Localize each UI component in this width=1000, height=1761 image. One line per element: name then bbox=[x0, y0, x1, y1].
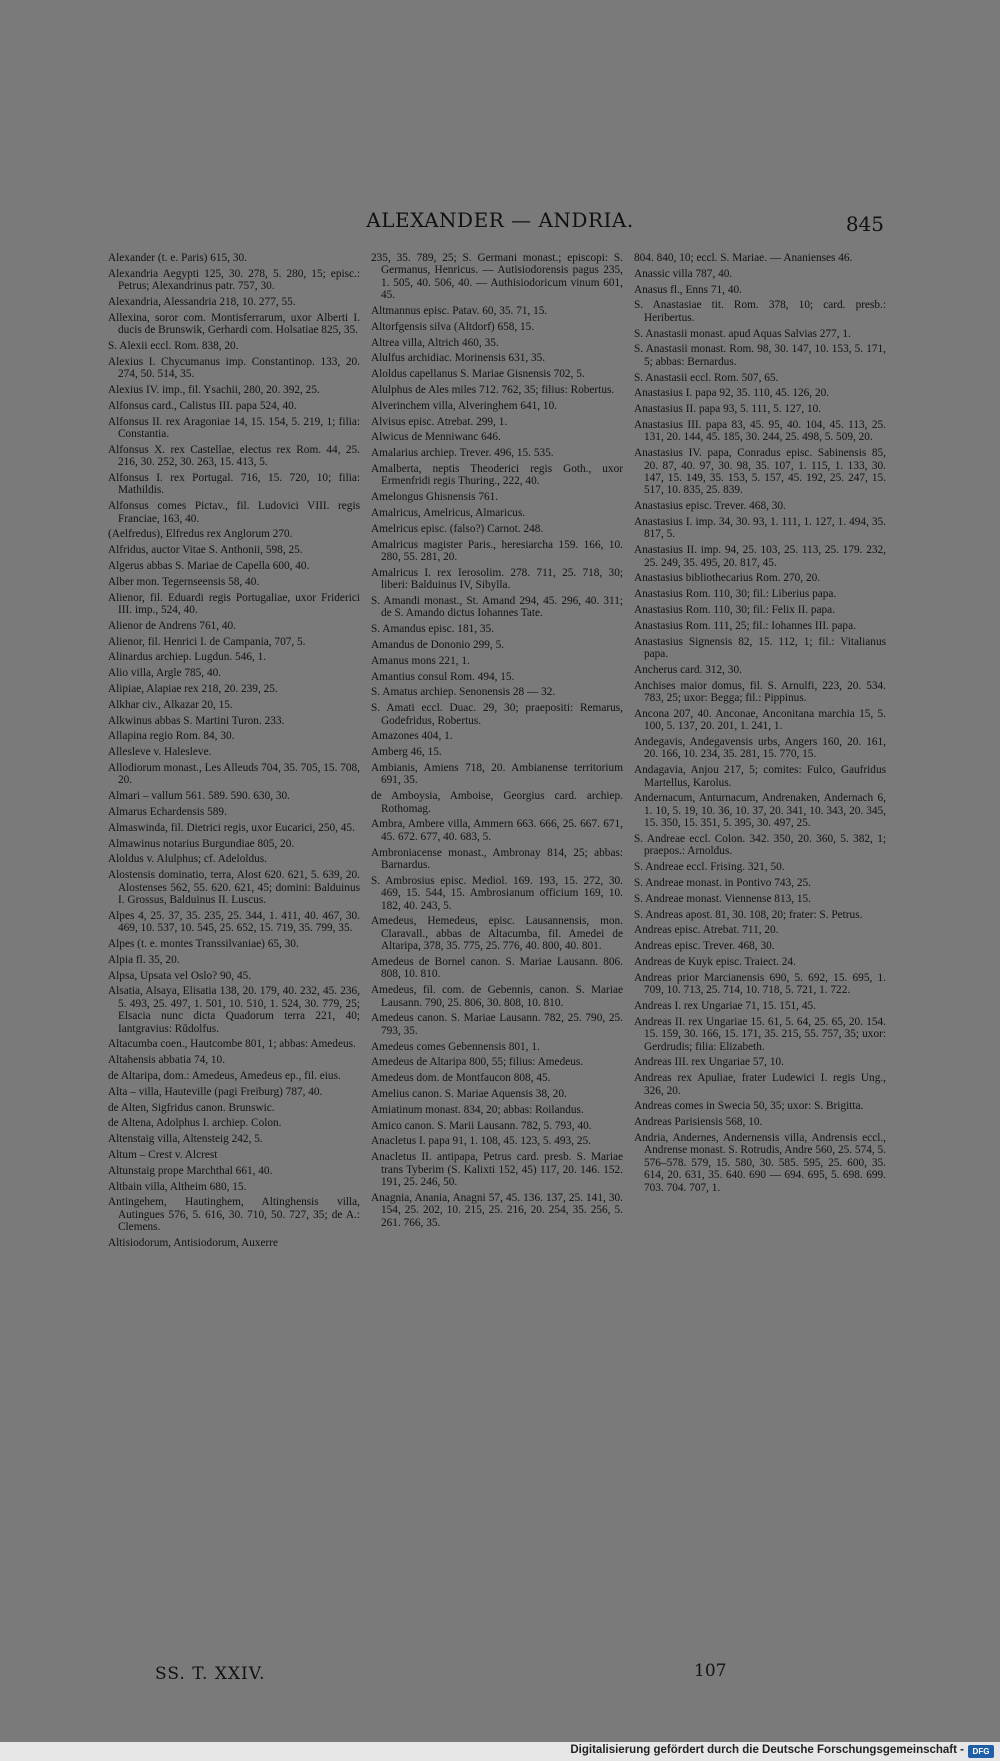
index-entry: Allodiorum monast., Les Alleuds 704, 35. 705, 15. 708, 20. bbox=[108, 761, 360, 787]
index-entry: Alkhar civ., Alkazar 20, 15. bbox=[108, 698, 233, 711]
index-entry: Alfonsus II. rex Aragoniae 14, 15. 154, 5. 219, 1; filia: Constantia. bbox=[108, 415, 360, 440]
index-entry: Alpes 4, 25. 37, 35. 235, 25. 344, 1. 411, 40. 467, 30. 469, 10. 537, 10. 545, 25. 652, 15. 719, 35. 799, 35. bbox=[108, 909, 360, 935]
index-entry: S. Andreae eccl. Colon. 342. 350, 20. 360, 5. 382, 1; praepos.: Arnoldus. bbox=[634, 833, 886, 858]
index-entry: de Altaripa, dom.: Amedeus, Amedeus ep., fil. eius. bbox=[108, 1069, 341, 1082]
index-entry: de Alten, Sigfridus canon. Brunswic. bbox=[108, 1101, 275, 1114]
dfg-logo: DFG bbox=[968, 1745, 994, 1758]
index-entry: Allexina, soror com. Montisferrarum, uxor Alberti I. ducis de Brunswik, Gerhardi com. Holsatiae 825, 35. bbox=[108, 311, 360, 337]
index-entry: Anchises maior domus, fil. S. Arnulfi, 223, 20. 534. 783, 25; uxor: Begga; fil.: Pippinus. bbox=[634, 679, 886, 704]
index-entry: Alvisus episc. Atrebat. 299, 1. bbox=[371, 415, 508, 428]
index-entry: Anastasius Rom. 110, 30; fil.: Liberius papa. bbox=[634, 588, 837, 601]
index-entry: Andreas Parisiensis 568, 10. bbox=[634, 1116, 763, 1129]
index-entry: 235, 35. 789, 25; S. Germani monast.; episcopi: S. Germanus, Henricus. — Autisiodorensis pagus 235, 1. 505, 40. 506, 40. — Authisiodoricum vinum 601, 45. bbox=[371, 252, 623, 302]
index-entry: Algerus abbas S. Mariae de Capella 600, 40. bbox=[108, 560, 310, 572]
index-entry: Amandus de Dononio 299, 5. bbox=[371, 638, 505, 651]
index-entry: Alsatia, Alsaya, Elisatia 138, 20. 179, 40. 232, 45. 236, 5. 493, 25. 497, 1. 501, 10. 510, 1. 524, 30. 779, 25; Elsacia nunc dicta Quadorum terra 221, 40; Iantgravius: Rŭdolfus. bbox=[108, 985, 360, 1035]
index-entry: S. Amandi monast., St. Amand 294, 45. 296, 40. 311; de S. Amando dictus Iohannes Tate. bbox=[371, 594, 623, 620]
index-entry: Allesleve v. Halesleve. bbox=[108, 746, 212, 759]
index-entry: Aloldus v. Alulphus; cf. Adeloldus. bbox=[108, 853, 267, 866]
sheet-number: 107 bbox=[694, 1661, 727, 1681]
index-entry: Alverinchem villa, Alveringhem 641, 10. bbox=[371, 399, 558, 412]
index-entry: Amelricus episc. (falso?) Carnot. 248. bbox=[371, 522, 544, 535]
running-head: ALEXANDER — ANDRIA. bbox=[366, 208, 634, 232]
index-entry: Altahensis abbatia 74, 10. bbox=[108, 1054, 226, 1067]
index-entry: S. Anastasiae tit. Rom. 378, 10; card. presb.: Heribertus. bbox=[634, 299, 886, 324]
index-entry: Alfonsus card., Calistus III. papa 524, 40. bbox=[108, 399, 297, 412]
digitization-credit-bar bbox=[0, 1742, 1000, 1761]
index-entry: S. Andreae monast. Viennense 813, 15. bbox=[634, 892, 812, 905]
index-entry: Amedeus dom. de Montfaucon 808, 45. bbox=[371, 1072, 551, 1085]
index-entry: Altacumba coen., Hautcombe 801, 1; abbas: Amedeus. bbox=[108, 1038, 356, 1051]
index-entry: Andreas de Kuyk episc. Traiect. 24. bbox=[634, 956, 796, 968]
index-entry: Ancona 207, 40. Anconae, Anconitana marchia 15, 5. 100, 5. 137, 20. 201, 1. 241, 1. bbox=[634, 707, 886, 733]
index-entry: Alinardus archiep. Lugdun. 546, 1. bbox=[108, 651, 267, 664]
index-entry: Ancherus card. 312, 30. bbox=[634, 663, 742, 676]
index-entry: Altisiodorum, Antisiodorum, Auxerre bbox=[108, 1236, 279, 1249]
page-number: 845 bbox=[845, 212, 884, 236]
index-entry: Alienor de Andrens 761, 40. bbox=[108, 619, 237, 632]
index-entry: Almarus Echardensis 589. bbox=[108, 805, 227, 818]
index-entry: Anastasius III. papa 83, 45. 95, 40. 104, 45. 113, 25. 131, 20. 144, 45. 185, 30. 244, 25. 498, 5. 509, 20. bbox=[634, 418, 886, 444]
index-entry: Anacletus II. antipapa, Petrus card. presb. S. Mariae trans Tyberim (S. Kalixti 152, 45) 117, 20. 146. 152. 191, 25. 246, 50. bbox=[371, 1151, 623, 1188]
index-entry: Altum – Crest v. Alcrest bbox=[108, 1148, 218, 1161]
index-column-2 bbox=[371, 252, 623, 1232]
index-entry: Amalricus I. rex Ierosolim. 278. 711, 25. 718, 30; liberi: Balduinus IV, Sibylla. bbox=[371, 566, 623, 592]
index-entry: Antingehem, Hautinghem, Altinghensis villa, Autingues 576, 5. 616, 30. 710, 50. 727, 35; de A.: Clemens. bbox=[108, 1196, 360, 1234]
index-entry: Alulfus archidiac. Morinensis 631, 35. bbox=[371, 352, 546, 365]
index-entry: Amedeus, fil. com. de Gebennis, canon. S. Mariae Lausann. 790, 25. 806, 30. 808, 10. 810. bbox=[371, 984, 623, 1009]
index-entry: Alta – villa, Hauteville (pagi Freiburg) 787, 40. bbox=[108, 1085, 323, 1098]
index-entry: Amantius consul Rom. 494, 15. bbox=[371, 670, 515, 683]
index-entry: Alwicus de Menniwanc 646. bbox=[371, 431, 501, 444]
index-entry: Almari – vallum 561. 589. 590. 630, 30. bbox=[108, 790, 290, 803]
index-entry: Alio villa, Argle 785, 40. bbox=[108, 667, 222, 680]
index-entry: Amedeus de Altaripa 800, 55; filius: Amedeus. bbox=[371, 1056, 584, 1069]
index-entry: Alienor, fil. Henrici I. de Campania, 707, 5. bbox=[108, 635, 306, 648]
index-column-3 bbox=[634, 252, 886, 1197]
index-entry: Amedeus de Bornel canon. S. Mariae Lausann. 806. 808, 10. 810. bbox=[371, 956, 623, 981]
index-entry: Anastasius II. papa 93, 5. 111, 5. 127, 10. bbox=[634, 403, 822, 416]
index-entry: Andegavis, Andegavensis urbs, Angers 160, 20. 161, 20. 166, 10. 234, 35. 281, 15. 770, 15. bbox=[634, 736, 886, 761]
index-entry: Alfridus, auctor Vitae S. Anthonii, 598, 25. bbox=[108, 544, 303, 557]
index-entry: Almaswinda, fil. Dietrici regis, uxor Eucarici, 250, 45. bbox=[108, 821, 355, 834]
index-entry: Anastasius I. imp. 34, 30. 93, 1. 111, 1. 127, 1. 494, 35. 817, 5. bbox=[634, 516, 886, 541]
index-entry: Altrea villa, Altrich 460, 35. bbox=[371, 336, 499, 349]
index-entry: Andreas rex Apuliae, frater Ludewici I. regis Ung., 326, 20. bbox=[634, 1072, 886, 1097]
index-entry: Anastasius Rom. 111, 25; fil.: Iohannes III. papa. bbox=[634, 619, 856, 632]
index-entry: de Amboysia, Amboise, Georgius card. archiep. Rothomag. bbox=[371, 790, 623, 815]
index-entry: Anastasius Rom. 110, 30; fil.: Felix II. papa. bbox=[634, 604, 836, 616]
index-entry: Alexius I. Chycumanus imp. Constantinop. 133, 20. 274, 50. 514, 35. bbox=[108, 355, 360, 381]
index-entry: Amedeus canon. S. Mariae Lausann. 782, 25. 790, 25. 793, 35. bbox=[371, 1012, 623, 1037]
index-entry: Alfonsus I. rex Portugal. 716, 15. 720, 10; filia: Mathildis. bbox=[108, 472, 360, 497]
index-entry: Andagavia, Anjou 217, 5; comites: Fulco, Gaufridus Martellus, Karolus. bbox=[634, 764, 886, 789]
index-entry: Alfonsus comes Pictav., fil. Ludovici VIII. regis Franciae, 163, 40. bbox=[108, 500, 360, 525]
index-entry: Amelongus Ghisnensis 761. bbox=[371, 491, 499, 504]
index-entry: Alber mon. Tegernseensis 58, 40. bbox=[108, 575, 260, 588]
index-entry: Ambroniacense monast., Ambronay 814, 25; abbas: Barnardus. bbox=[371, 846, 623, 871]
index-entry: Anastasius IV. papa, Conradus episc. Sabinensis 85, 20. 87, 40. 97, 30. 98, 35. 107, 1. 115, 1. 133, 30. 147, 15. 149, 35. 153, 5. 157, 45. 192, 25. 247, 15. 517, 10. 835, 25. 839. bbox=[634, 447, 886, 497]
index-entry: Anastasius episc. Trever. 468, 30. bbox=[634, 500, 786, 513]
index-entry: Andreas I. rex Ungariae 71, 15. 151, 45. bbox=[634, 1000, 816, 1012]
index-entry: S. Anastasii eccl. Rom. 507, 65. bbox=[634, 371, 779, 384]
index-entry: S. Amandus episc. 181, 35. bbox=[371, 623, 495, 636]
index-entry: Andreas III. rex Ungariae 57, 10. bbox=[634, 1056, 784, 1069]
index-entry: Alpia fl. 35, 20. bbox=[108, 953, 180, 966]
index-entry: Amiatinum monast. 834, 20; abbas: Roilandus. bbox=[371, 1103, 584, 1116]
index-entry: Altorfgensis silva (Altdorf) 658, 15. bbox=[371, 320, 535, 333]
index-entry: Andreas II. rex Ungariae 15. 61, 5. 64, 25. 65, 20. 154. 15. 159, 30. 166, 15. 171, 35. 215, 55. 757, 35; uxor: Gerdrudis; filia: Elizabeth. bbox=[634, 1015, 886, 1053]
index-entry: Amedeus comes Gebennensis 801, 1. bbox=[371, 1040, 540, 1053]
index-entry: Alexius IV. imp., fil. Ysachii, 280, 20. 392, 25. bbox=[108, 384, 320, 396]
index-entry: Alostensis dominatio, terra, Alost 620. 621, 5. 639, 20. Alostenses 562, 55. 620. 621, 45; domini: Balduinus I. Grossus, Balduinus II. Luscus. bbox=[108, 869, 360, 906]
credit-text: Digitalisierung gefördert durch die Deutsche Forschungsgemeinschaft - bbox=[570, 1744, 964, 1756]
index-entry: S. Ambrosius episc. Mediol. 169. 193, 15. 272, 30. 469, 15. 544, 15. Ambrosianum officium 169, 10. 182, 40. 243, 5. bbox=[371, 874, 623, 912]
index-entry: Andreas episc. Trever. 468, 30. bbox=[634, 940, 775, 953]
index-entry: Andreas episc. Atrebat. 711, 20. bbox=[634, 924, 779, 937]
index-entry: Alpsa, Upsata vel Oslo? 90, 45. bbox=[108, 969, 252, 982]
index-entry: Anacletus I. papa 91, 1. 108, 45. 123, 5. 493, 25. bbox=[371, 1135, 591, 1148]
index-entry: S. Alexii eccl. Rom. 838, 20. bbox=[108, 340, 239, 352]
index-entry: Andreas prior Marcianensis 690, 5. 692, 15. 695, 1. 709, 10. 713, 25. 714, 10. 718, 5. 721, 1. 722. bbox=[634, 971, 886, 997]
index-entry: Anastasius bibliothecarius Rom. 270, 20. bbox=[634, 572, 821, 585]
index-entry: Anastasius II. imp. 94, 25. 103, 25. 113, 25. 179. 232, 25. 249, 35. 495, 20. 817, 45. bbox=[634, 544, 886, 569]
index-entry: S. Anastasii monast. apud Aquas Salvias 277, 1. bbox=[634, 327, 851, 340]
index-entry: Amalberta, neptis Theoderici regis Goth., uxor Ermenfridi regis Thuring., 222, 40. bbox=[371, 462, 623, 488]
index-entry: Anasus fl., Enns 71, 40. bbox=[634, 283, 742, 296]
index-entry: (Aelfredus), Elfredus rex Anglorum 270. bbox=[108, 528, 293, 541]
index-entry: Alpes (t. e. montes Transsilvaniae) 65, 30. bbox=[108, 937, 299, 950]
index-entry: Amazones 404, 1. bbox=[371, 730, 453, 743]
index-entry: Altbain villa, Altheim 680, 15. bbox=[108, 1180, 247, 1193]
index-entry: Amico canon. S. Marii Lausann. 782, 5. 793, 40. bbox=[371, 1119, 592, 1132]
index-entry: Amedeus, Hemedeus, episc. Lausannensis, mon. Claravall., abbas de Altacumba, fil. Amedei de Altaripa, 378, 35. 775, 25. 776, 40. 800, 40. 801. bbox=[371, 915, 623, 953]
index-entry: Andreas comes in Swecia 50, 35; uxor: S. Brigitta. bbox=[634, 1100, 864, 1113]
index-entry: Ambra, Ambere villa, Ammern 663. 666, 25. 667. 671, 45. 672. 677, 40. 683, 5. bbox=[371, 818, 623, 843]
index-entry: Amalricus, Amelricus, Almaricus. bbox=[371, 506, 526, 519]
index-entry: Andernacum, Anturnacum, Andrenaken, Andernach 6, 1. 10, 5. 19, 10. 36, 10. 37, 20. 341, 10. 343, 20. 345, 15. 350, 15. 351, 5. 395, 30. 497, 25. bbox=[634, 792, 886, 830]
index-entry: Allapina regio Rom. 84, 30. bbox=[108, 730, 235, 743]
index-entry: Amalarius archiep. Trever. 496, 15. 535. bbox=[371, 447, 554, 460]
index-column-1 bbox=[108, 252, 360, 1253]
index-entry: Altenstaig villa, Altensteig 242, 5. bbox=[108, 1133, 263, 1146]
index-entry: Amberg 46, 15. bbox=[371, 746, 442, 759]
index-entry: Alexander (t. e. Paris) 615, 30. bbox=[108, 252, 247, 264]
index-entry: Anastasius Signensis 82, 15. 112, 1; fil.: Vitalianus papa. bbox=[634, 635, 886, 660]
index-entry: Amalricus magister Paris., heresiarcha 159. 166, 10. 280, 55. 281, 20. bbox=[371, 538, 623, 563]
index-entry: Andria, Andernes, Andernensis villa, Andrensis eccl., Andrense monast. S. Rotrudis, Andre 560, 25. 574, 5. 576–578. 579, 15. 580, 30. 585. 595, 25. 600, 35. 614, 20. 631, 35. 640. 690 — 694. 695, 5. 698. 699. 703. 704. 707, 1. bbox=[634, 1132, 886, 1194]
index-entry: Alulphus de Ales miles 712. 762, 35; filius: Robertus. bbox=[371, 384, 615, 396]
index-entry: Almawinus notarius Burgundiae 805, 20. bbox=[108, 837, 295, 850]
index-entry: Alexandria Aegypti 125, 30. 278, 5. 280, 15; episc.: Petrus; Alexandrinus patr. 757, 30. bbox=[108, 267, 360, 293]
index-entry: Alfonsus X. rex Castellae, electus rex Rom. 44, 25. 216, 30. 252, 30. 263, 15. 413, 5. bbox=[108, 443, 360, 469]
index-entry: Alexandria, Alessandria 218, 10. 277, 55. bbox=[108, 296, 296, 308]
index-entry: S. Andreae monast. in Pontivo 743, 25. bbox=[634, 877, 811, 890]
index-entry: de Altena, Adolphus I. archiep. Colon. bbox=[108, 1117, 282, 1130]
index-entry: Amanus mons 221, 1. bbox=[371, 654, 470, 667]
index-entry: Altunstaig prope Marchthal 661, 40. bbox=[108, 1164, 273, 1177]
index-entry: 804. 840, 10; eccl. S. Mariae. — Ananienses 46. bbox=[634, 252, 853, 264]
index-entry: Alipiae, Alapiae rex 218, 20. 239, 25. bbox=[108, 682, 278, 695]
index-entry: S. Amati eccl. Duac. 29, 30; praepositi: Remarus, Godefridus, Robertus. bbox=[371, 702, 623, 727]
index-entry: Alkwinus abbas S. Martini Turon. 233. bbox=[108, 714, 285, 727]
index-entry: S. Amatus archiep. Senonensis 28 — 32. bbox=[371, 686, 556, 699]
index-entry: S. Andreas apost. 81, 30. 108, 20; frater: S. Petrus. bbox=[634, 908, 863, 921]
index-entry: Amelius canon. S. Mariae Aquensis 38, 20. bbox=[371, 1088, 567, 1100]
index-entry: Alienor, fil. Eduardi regis Portugaliae, uxor Friderici III. imp., 524, 40. bbox=[108, 591, 360, 616]
index-entry: Ambianis, Amiens 718, 20. Ambianense territorium 691, 35. bbox=[371, 761, 623, 787]
volume-signature: SS. T. XXIV. bbox=[155, 1664, 266, 1684]
index-entry: S. Anastasii monast. Rom. 98, 30. 147, 10. 153, 5. 171, 5; abbas: Bernardus. bbox=[634, 343, 886, 368]
index-entry: Anastasius I. papa 92, 35. 110, 45. 126, 20. bbox=[634, 387, 830, 400]
index-entry: Anagnia, Anania, Anagni 57, 45. 136. 137, 25. 141, 30. 154, 25. 202, 10. 215, 25. 216, 20. 254, 35. 256, 5. 261. 766, 35. bbox=[371, 1191, 623, 1229]
index-entry: Aloldus capellanus S. Mariae Gisnensis 702, 5. bbox=[371, 368, 585, 381]
index-entry: S. Andreae eccl. Frising. 321, 50. bbox=[634, 861, 785, 874]
index-entry: Anassic villa 787, 40. bbox=[634, 267, 733, 280]
index-entry: Altmannus episc. Patav. 60, 35. 71, 15. bbox=[371, 305, 548, 318]
